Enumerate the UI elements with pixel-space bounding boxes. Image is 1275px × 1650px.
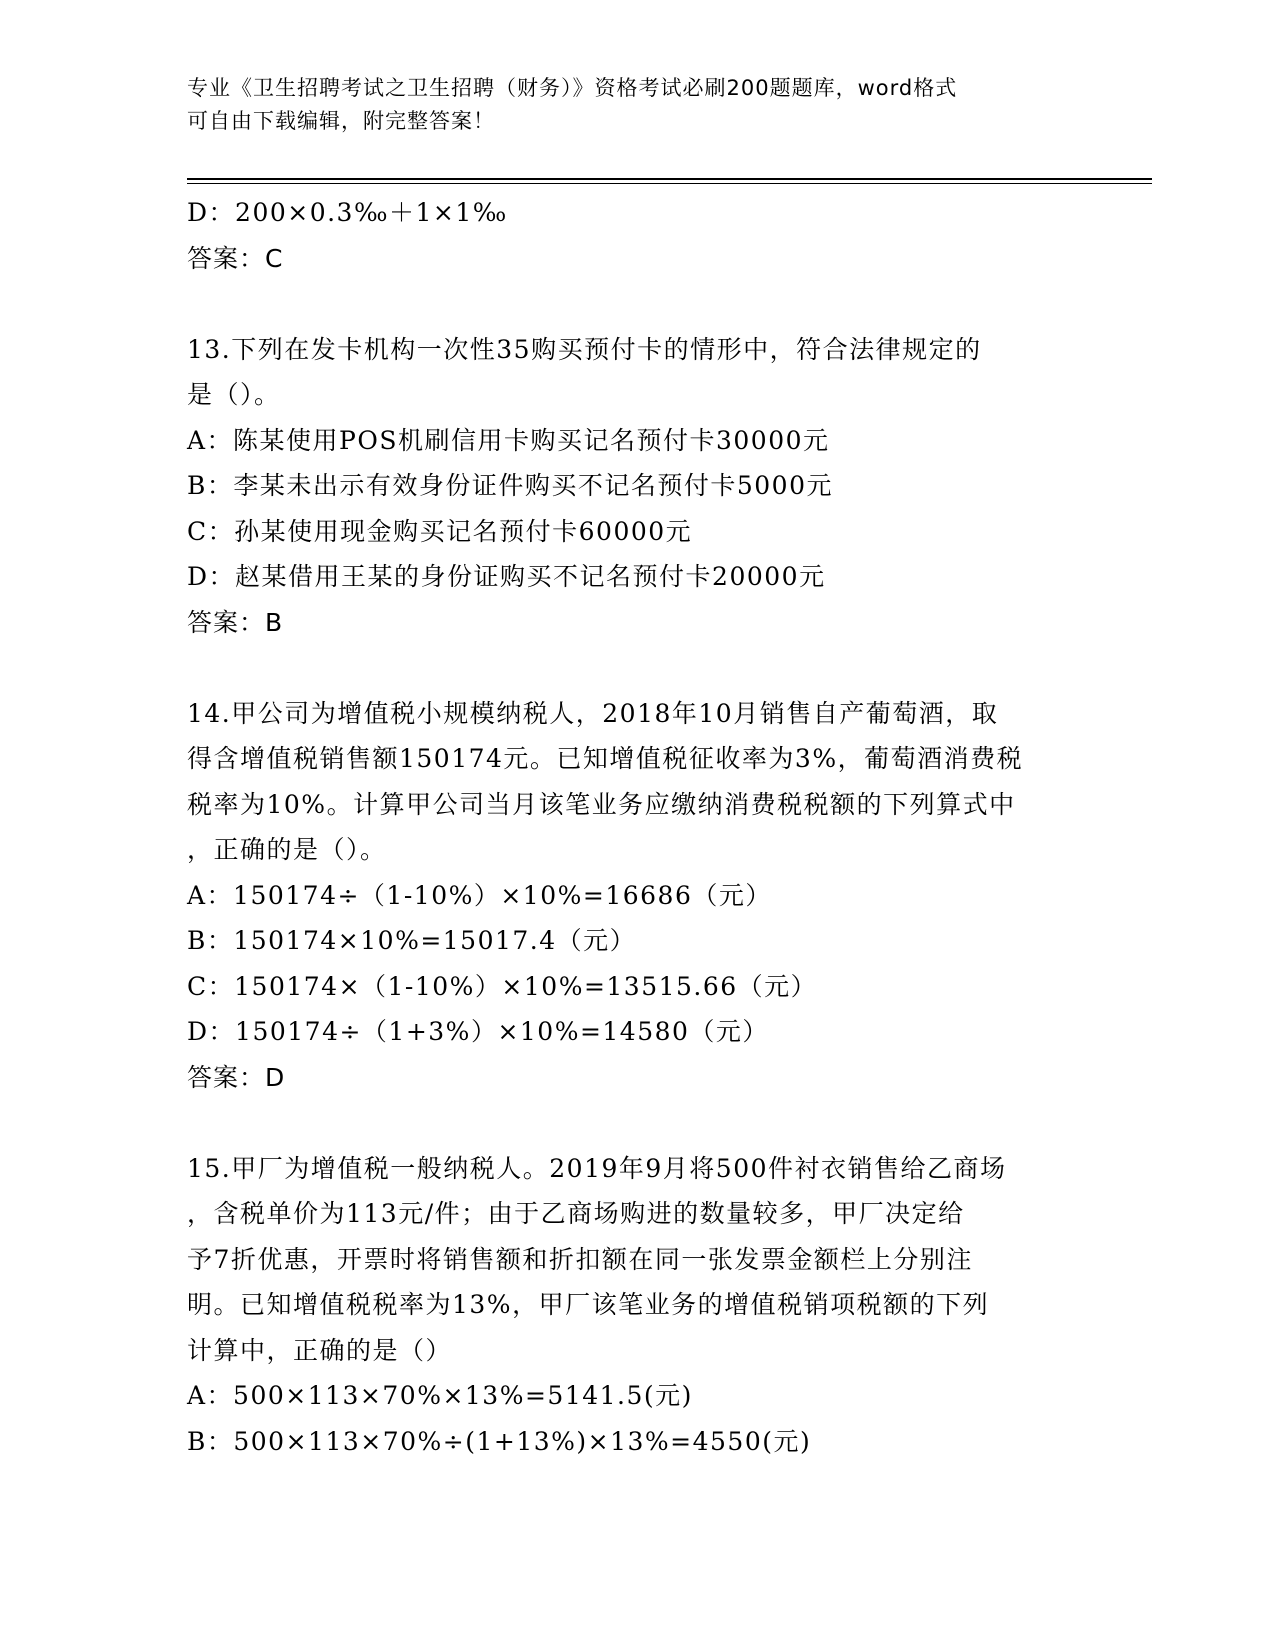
q15-option-a: A：500×113×70%×13%=5141.5(元) [187, 1381, 693, 1410]
q13-option-a: A：陈某使用POS机刷信用卡购买记名预付卡30000元 [187, 425, 830, 455]
prev-option-d: D：200×0.3‰＋1×1‰ [187, 198, 508, 227]
q15-stem-line-2: ，含税单价为113元/件；由于乙商场购进的数量较多，甲厂决定给 [187, 1199, 965, 1228]
q15-stem-line-5: 计算中，正确的是（） [187, 1335, 453, 1365]
q13-option-c: C：孙某使用现金购买记名预付卡60000元 [187, 516, 693, 546]
spacer [187, 281, 1087, 327]
q14-option-c: C：150174×（1-10%）×10%=13515.66（元） [187, 971, 818, 1001]
q14-option-a: A：150174÷（1-10%）×10%=16686（元） [187, 880, 772, 910]
q13-option-b: B：李某未出示有效身份证件购买不记名预付卡5000元 [187, 471, 833, 500]
document-header [187, 72, 1067, 138]
header-rule-thick [187, 178, 1152, 180]
q15-option-b: B：500×113×70%÷(1+13%)×13%=4550(元) [187, 1426, 812, 1456]
q14-stem-line-2: 得含增值税销售额150174元。已知增值税征收率为3%，葡萄酒消费税 [187, 744, 1024, 773]
spacer [187, 1100, 1087, 1146]
prev-answer: 答案：C [187, 243, 284, 273]
document-body [187, 190, 1087, 1464]
q13-option-d: D：赵某借用王某的身份证购买不记名预付卡20000元 [187, 562, 826, 591]
header-rule-thin [187, 183, 1152, 184]
q15-stem-line-3: 予7折优惠，开票时将销售额和折扣额在同一张发票金额栏上分别注 [187, 1244, 973, 1274]
header-line-2: 可自由下载编辑，附完整答案！ [187, 109, 495, 133]
q14-stem-line-1: 14.甲公司为增值税小规模纳税人，2018年10月销售自产葡萄酒，取 [187, 698, 999, 728]
q13-stem-line-1: 13.下列在发卡机构一次性35购买预付卡的情形中，符合法律规定的 [187, 334, 982, 364]
header-line-1: 专业《卫生招聘考试之卫生招聘（财务）》资格考试必刷200题题库，word格式 [187, 76, 958, 100]
q14-stem-line-3: 税率为10%。计算甲公司当月该笔业务应缴纳消费税税额的下列算式中 [187, 789, 1016, 819]
q15-stem-line-1: 15.甲厂为增值税一般纳税人。2019年9月将500件衬衣销售给乙商场 [187, 1153, 1007, 1183]
question-15 [187, 1146, 1087, 1465]
q14-option-b: B：150174×10%=15017.4（元） [187, 926, 637, 955]
spacer [187, 645, 1087, 691]
q14-answer: 答案：D [187, 1062, 286, 1092]
q15-stem-line-4: 明。已知增值税税率为13%，甲厂该笔业务的增值税销项税额的下列 [187, 1290, 990, 1319]
q14-stem-line-4: ，正确的是（）。 [187, 835, 387, 864]
q13-answer: 答案：B [187, 607, 284, 637]
question-14 [187, 691, 1087, 1101]
q13-stem-line-2: 是（）。 [187, 380, 281, 409]
question-13 [187, 327, 1087, 646]
q14-option-d: D：150174÷（1+3%）×10%=14580（元） [187, 1017, 769, 1046]
